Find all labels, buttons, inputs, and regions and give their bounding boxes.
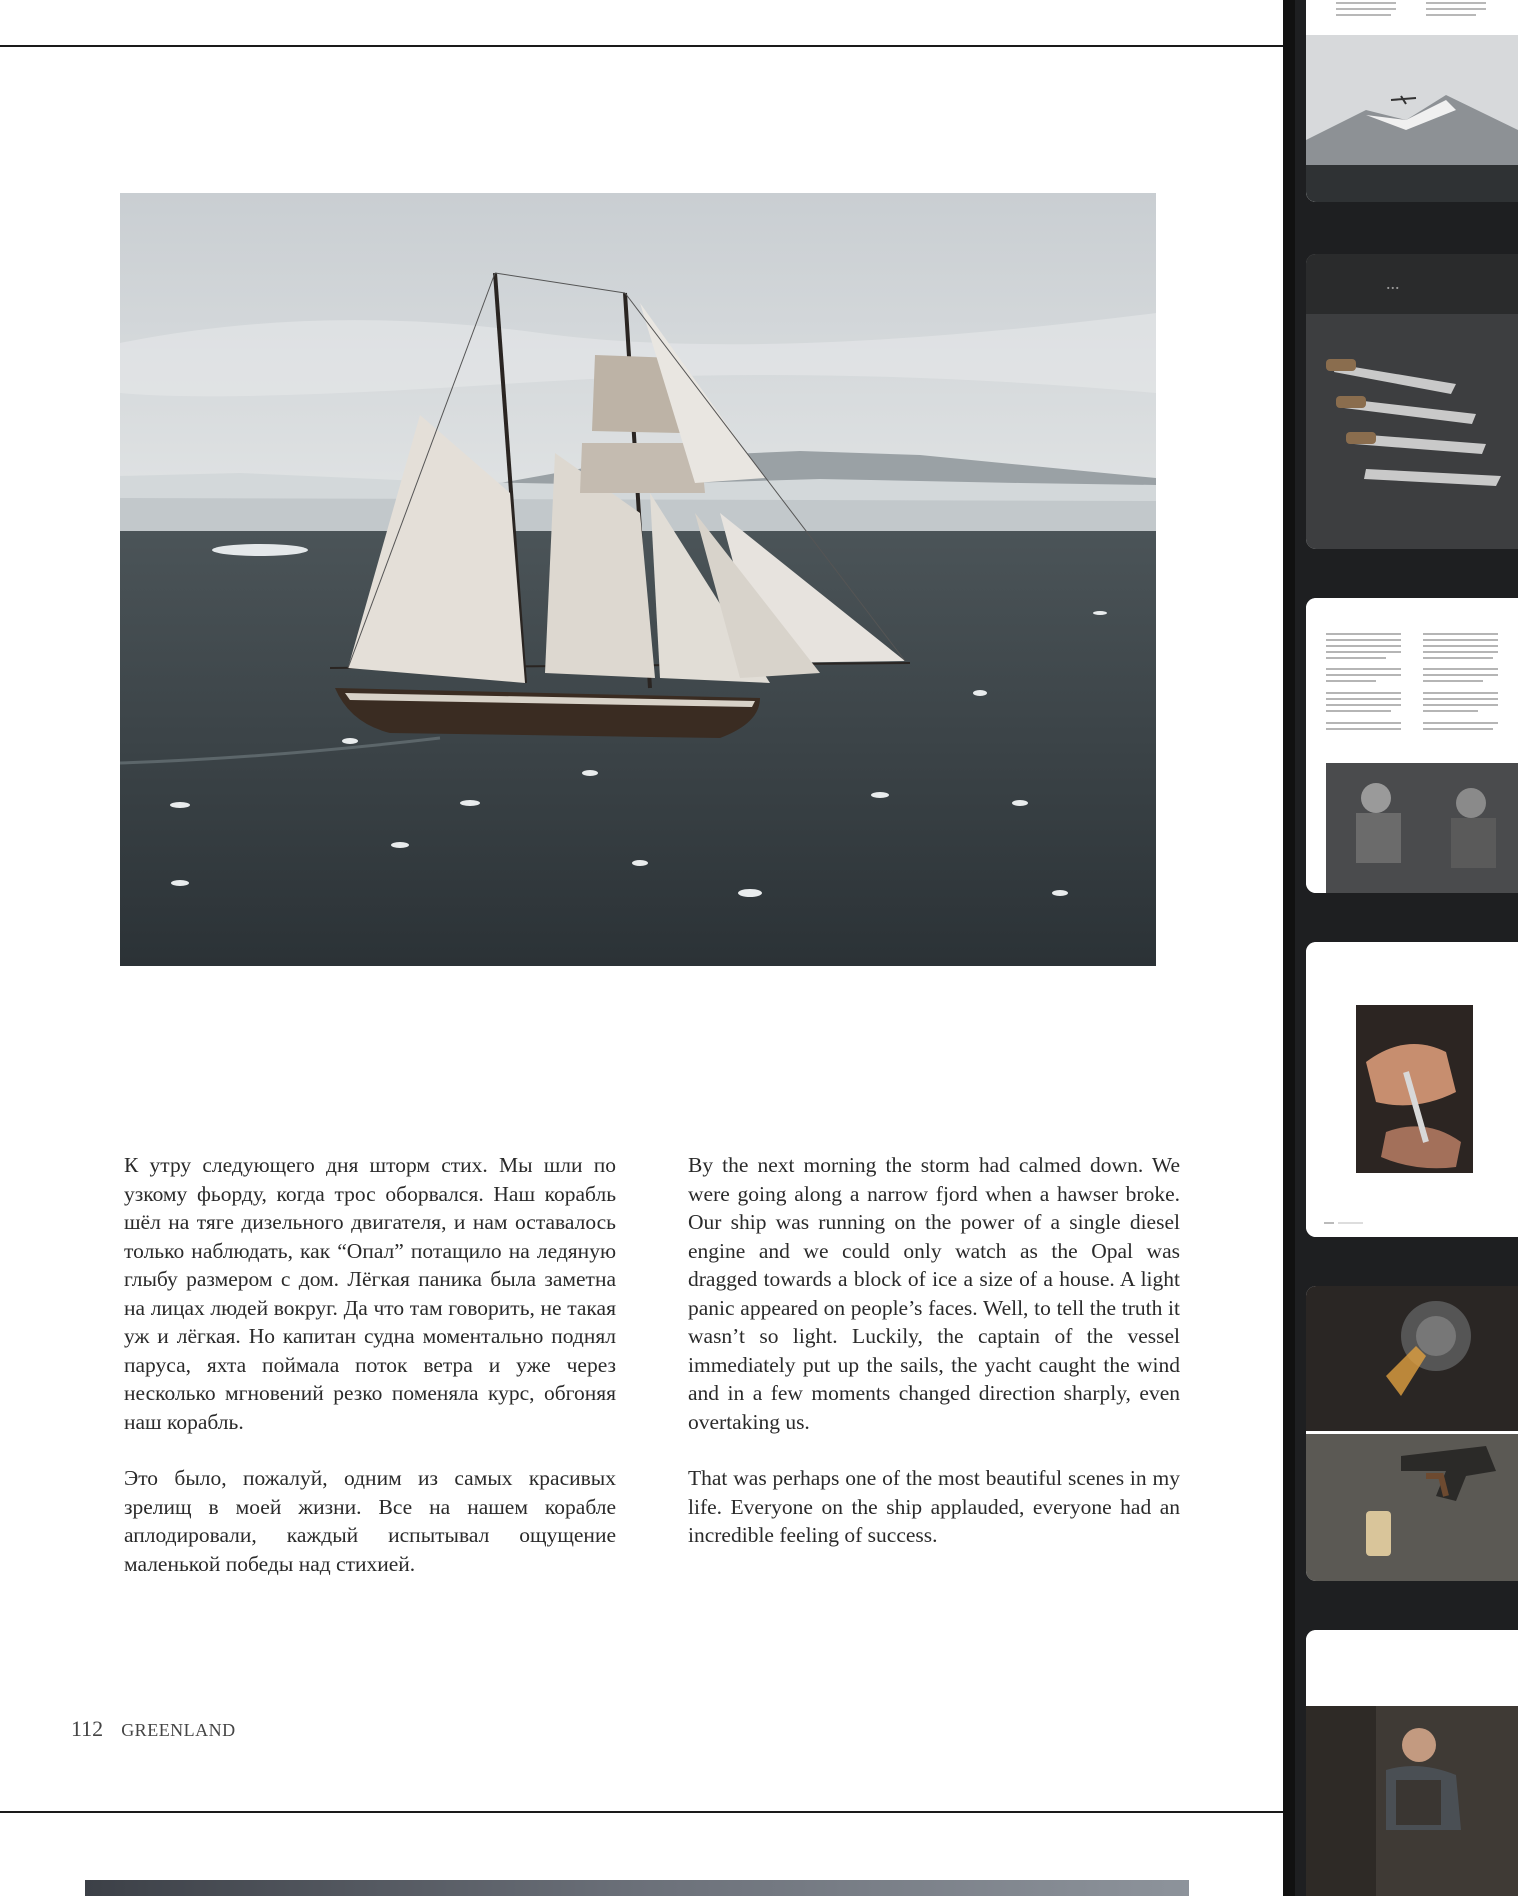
paragraph: By the next morning the storm had calmed down. We were going along a narrow fjord when a hawser broke. Our ship was running on the power of a single diesel engine and we could only watch as the Opal was dragged towards a block of ice a size of a house. A light panic appeared on people’s faces. Well, to tell the truth it wasn’t so light. Luckily, the captain of the vessel immediately put up the sails, the yacht caught the wind and in a few moments changed direction sharply, even overtaking us.	[688, 1153, 1180, 1434]
previous-page-edge	[0, 0, 1283, 45]
page-bottom-border	[0, 1811, 1283, 1813]
paragraph: That was perhaps one of the most beautiful scenes in my life. Everyone on the ship applauded, everyone had an incredible feeling of success.	[688, 1466, 1180, 1547]
page-thumbnail-3[interactable]	[1306, 598, 1518, 893]
paragraph: Это было, пожалуй, одним из самых красивых зрелищ в моей жизни. Все на нашем корабле аплодировали, каждый испытывал ощущение маленькой победы над стихией.	[124, 1466, 616, 1576]
next-page-photo	[85, 1880, 1189, 1896]
article-column-english	[688, 1151, 1180, 1578]
page-thumbnail-2[interactable]	[1306, 254, 1518, 549]
page-number: 112	[71, 1716, 104, 1741]
page-thumbnail-5[interactable]	[1306, 1286, 1518, 1581]
svg-text:...: ...	[1386, 273, 1400, 293]
sidebar-edge	[1283, 0, 1295, 1896]
page-top-border	[0, 45, 1283, 47]
paragraph: К утру следующего дня шторм стих. Мы шли по узкому фьорду, когда трос оборвался. Наш корабль шёл на тяге дизельного двигателя, и нам оставалось только наблюдать, как “Опал” потащило на ледяную глыбу размером с дом. Лёгкая паника была заметна на лицах людей вокруг. Да что там говорить, не такая уж и лёгкая. Но капитан судна моментально поднял паруса, яхта поймала поток ветра и уже через несколько мгновений резко поменяла курс, обгоняя наш корабль.	[124, 1153, 616, 1434]
section-title: GREENLAND	[121, 1720, 236, 1740]
page-thumbnail-4[interactable]	[1306, 942, 1518, 1237]
article-column-russian	[124, 1151, 616, 1606]
page-folio	[71, 1716, 236, 1742]
page-thumbnail-1[interactable]	[1306, 0, 1518, 202]
page-thumbnail-6[interactable]	[1306, 1630, 1518, 1896]
hero-photo	[120, 193, 1156, 966]
